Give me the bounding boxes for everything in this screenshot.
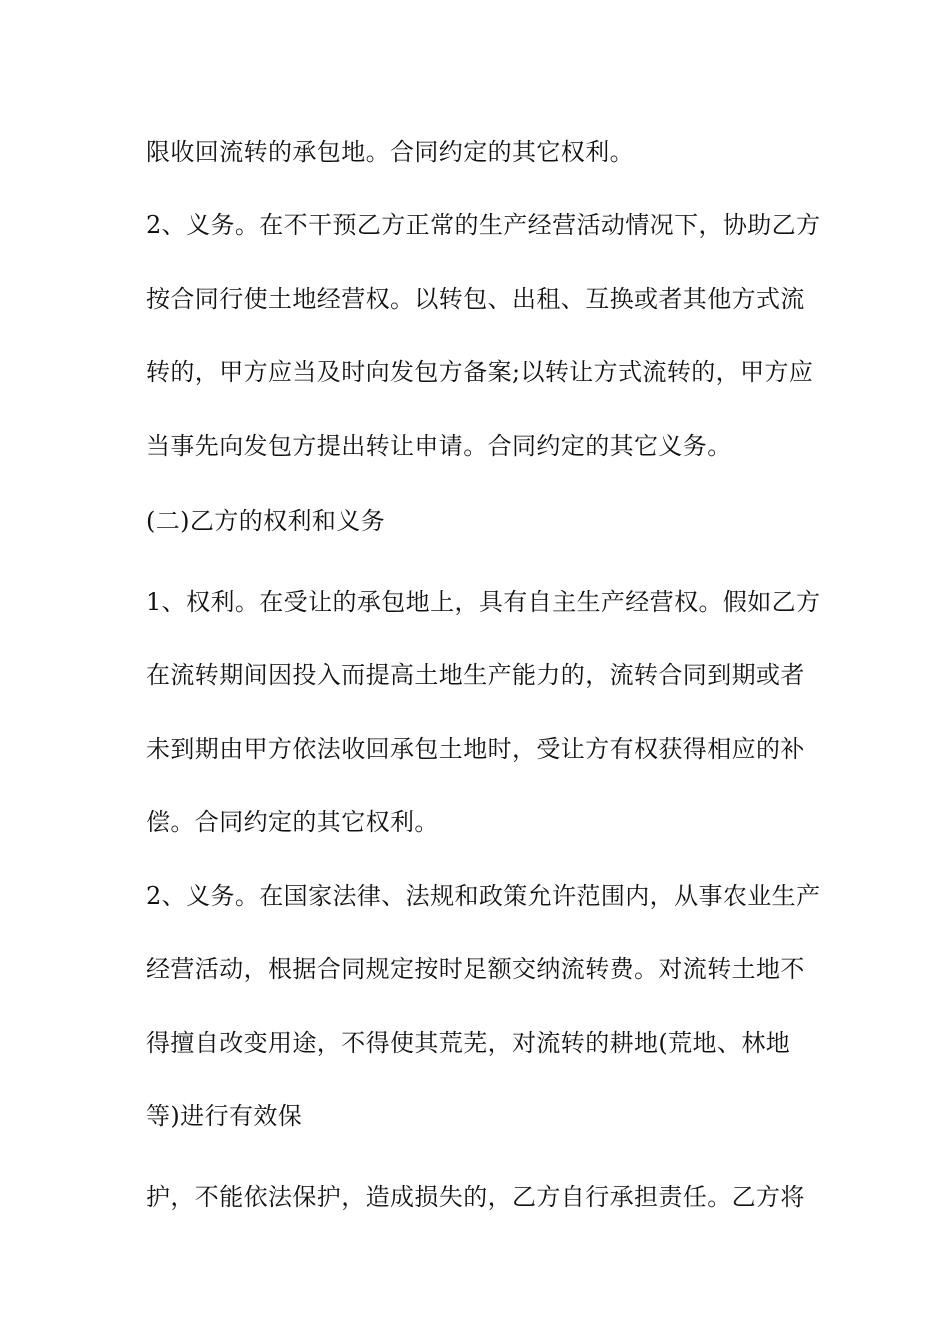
text-line: 转的，甲方应当及时向发包方备案;以转让方式流转的，甲方应: [146, 358, 814, 386]
text-line: 1、权利。在受让的承包地上，具有自主生产经营权。假如乙方: [146, 588, 821, 616]
text-line: 在流转期间因投入而提高土地生产能力的，流转合同到期或者: [146, 661, 805, 689]
text-line: 得擅自改变用途，不得使其荒芜，对流转的耕地(荒地、林地: [146, 1029, 791, 1057]
text-line: 偿。合同约定的其它权利。: [146, 808, 439, 836]
text-line: 当事先向发包方提出转让申请。合同约定的其它义务。: [146, 432, 732, 460]
section-heading: (二)乙方的权利和义务: [146, 507, 386, 535]
text-line: 2、义务。在不干预乙方正常的生产经营活动情况下，协助乙方: [146, 211, 821, 239]
text-line: 按合同行使土地经营权。以转包、出租、互换或者其他方式流: [146, 285, 805, 313]
text-line: 未到期由甲方依法收回承包土地时，受让方有权获得相应的补: [146, 735, 805, 763]
text-line: 等)进行有效保: [146, 1102, 303, 1130]
text-line: 2、义务。在国家法律、法规和政策允许范围内，从事农业生产: [146, 882, 821, 910]
text-line: 护，不能依法保护，造成损失的，乙方自行承担责任。乙方将: [146, 1183, 805, 1211]
text-line: 经营活动，根据合同规定按时足额交纳流转费。对流转土地不: [146, 955, 805, 983]
text-line: 限收回流转的承包地。合同约定的其它权利。: [146, 138, 634, 166]
